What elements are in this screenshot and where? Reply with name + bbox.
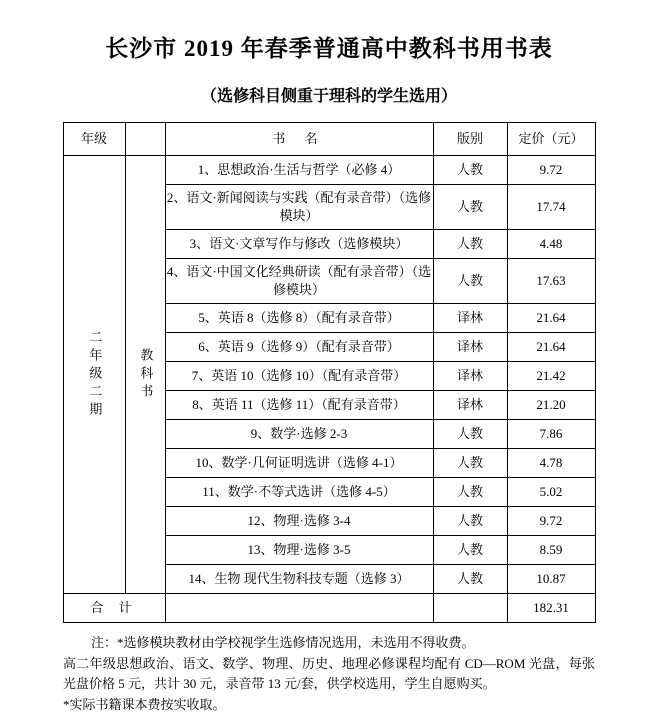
type-cell bbox=[125, 156, 165, 594]
document-page bbox=[0, 30, 658, 718]
book-name: 7、英语 10（选修 10）（配有录音带） bbox=[165, 362, 433, 391]
note-line-2: 高二年级思想政治、语文、数学、物理、历史、地理必修课程均配有 CD—ROM 光盘，每张光盘价格 5 元，共计 30 元，录音带 13 元/套，供学校选用，学生自愿购买。 bbox=[63, 656, 595, 692]
note-line-3: *实际书籍课本费按实收取。 bbox=[63, 697, 226, 713]
book-price: 17.63 bbox=[507, 259, 595, 304]
book-publisher: 人教 bbox=[433, 259, 507, 304]
book-publisher: 人教 bbox=[433, 478, 507, 507]
book-name: 8、英语 11（选修 11）（配有录音带） bbox=[165, 391, 433, 420]
header-publisher: 版别 bbox=[433, 123, 507, 156]
summary-blank-name bbox=[165, 594, 433, 623]
book-name: 5、英语 8（选修 8）（配有录音带） bbox=[165, 304, 433, 333]
header-type bbox=[125, 123, 165, 156]
book-publisher: 人教 bbox=[433, 565, 507, 594]
summary-label: 合 计 bbox=[63, 594, 165, 623]
book-publisher: 人教 bbox=[433, 449, 507, 478]
table-header-row bbox=[63, 123, 595, 156]
book-name: 3、语文·文章写作与修改（选修模块） bbox=[165, 230, 433, 259]
book-price: 9.72 bbox=[507, 507, 595, 536]
header-name: 书 名 bbox=[165, 123, 433, 156]
book-price: 9.72 bbox=[507, 156, 595, 185]
page-title: 长沙市 2019 年春季普通高中教科书用书表 bbox=[105, 36, 553, 61]
book-price: 17.74 bbox=[507, 185, 595, 230]
book-name: 11、数学·不等式选讲（选修 4-5） bbox=[165, 478, 433, 507]
book-publisher: 人教 bbox=[433, 507, 507, 536]
table-row bbox=[63, 156, 595, 185]
book-price: 7.86 bbox=[507, 420, 595, 449]
header-grade: 年级 bbox=[63, 123, 125, 156]
book-price: 8.59 bbox=[507, 536, 595, 565]
note-line-1: 注：*选修模块教材由学校视学生选修情况选用，未选用不得收费。 bbox=[91, 635, 475, 650]
book-publisher: 人教 bbox=[433, 156, 507, 185]
book-publisher: 人教 bbox=[433, 230, 507, 259]
grade-label: 二年级二期 bbox=[87, 329, 103, 420]
book-name: 12、物理·选修 3-4 bbox=[165, 507, 433, 536]
summary-blank-publisher bbox=[433, 594, 507, 623]
book-name: 4、语文·中国文化经典研读（配有录音带）（选修模块） bbox=[165, 259, 433, 304]
book-name: 1、思想政治·生活与哲学（必修 4） bbox=[165, 156, 433, 185]
book-price: 4.78 bbox=[507, 449, 595, 478]
notes-block bbox=[63, 633, 595, 716]
book-price: 10.87 bbox=[507, 565, 595, 594]
book-price: 5.02 bbox=[507, 478, 595, 507]
book-publisher: 人教 bbox=[433, 185, 507, 230]
page-subtitle: （选修科目侧重于理科的学生选用） bbox=[200, 88, 457, 105]
book-price: 4.48 bbox=[507, 230, 595, 259]
book-name: 2、语文·新闻阅读与实践（配有录音带）（选修模块） bbox=[165, 185, 433, 230]
book-price: 21.64 bbox=[507, 304, 595, 333]
book-publisher: 译林 bbox=[433, 304, 507, 333]
book-publisher: 译林 bbox=[433, 333, 507, 362]
type-label: 教科书 bbox=[138, 347, 154, 402]
book-publisher: 译林 bbox=[433, 391, 507, 420]
book-name: 6、英语 9（选修 9）（配有录音带） bbox=[165, 333, 433, 362]
book-price: 21.42 bbox=[507, 362, 595, 391]
book-name: 13、物理·选修 3-5 bbox=[165, 536, 433, 565]
book-price: 21.20 bbox=[507, 391, 595, 420]
summary-total: 182.31 bbox=[507, 594, 595, 623]
book-publisher: 人教 bbox=[433, 420, 507, 449]
book-name: 9、数学·选修 2-3 bbox=[165, 420, 433, 449]
book-publisher: 人教 bbox=[433, 536, 507, 565]
book-name: 10、数学·几何证明选讲（选修 4-1） bbox=[165, 449, 433, 478]
textbook-table bbox=[63, 122, 596, 623]
book-price: 21.64 bbox=[507, 333, 595, 362]
grade-cell bbox=[63, 156, 125, 594]
book-name: 14、生物 现代生物科技专题（选修 3） bbox=[165, 565, 433, 594]
book-publisher: 译林 bbox=[433, 362, 507, 391]
summary-row bbox=[63, 594, 595, 623]
header-price: 定价（元） bbox=[507, 123, 595, 156]
